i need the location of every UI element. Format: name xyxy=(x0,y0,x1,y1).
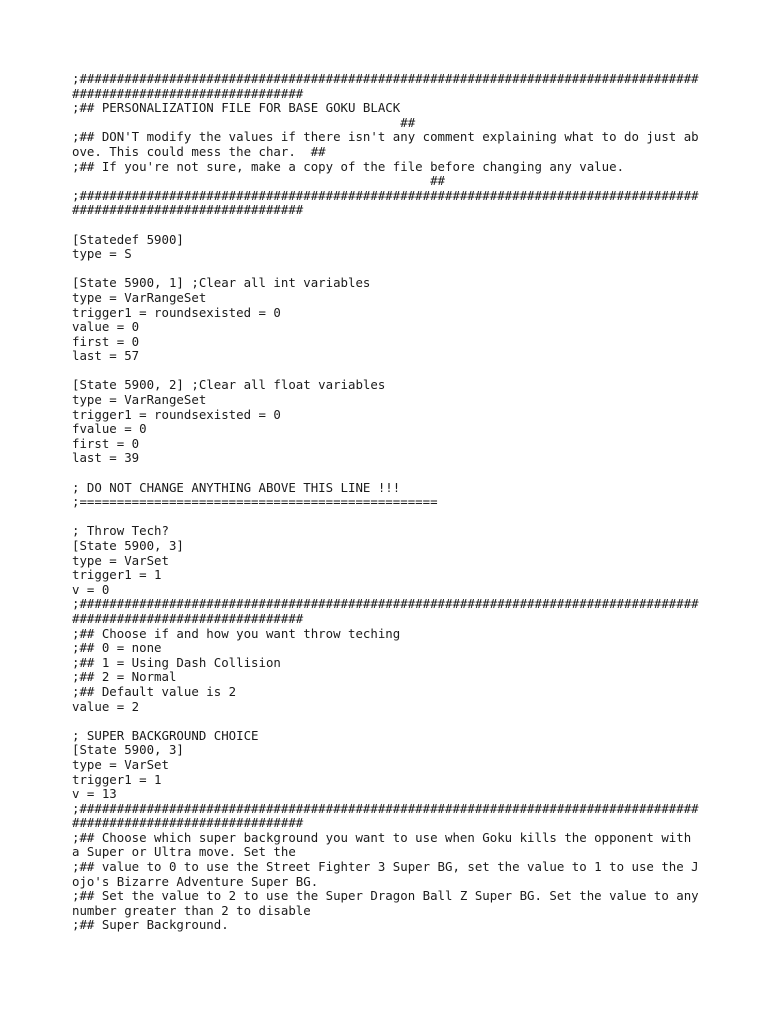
throw-tech-default: ;## Default value is 2 xyxy=(72,683,237,699)
statedef-type: type = S xyxy=(72,246,132,262)
throw-tech-type: type = VarSet xyxy=(72,552,169,568)
throw-tech-opt2: ;## 2 = Normal xyxy=(72,669,177,685)
super-bg-type: type = VarSet xyxy=(72,756,169,772)
divider-notice: ; DO NOT CHANGE ANYTHING ABOVE THIS LINE !!! xyxy=(72,479,401,495)
super-bg-var: v = 13 xyxy=(72,786,117,802)
throw-tech-var: v = 0 xyxy=(72,581,110,597)
header-backup-note: ;## If you're not sure, make a copy of the file before changing any value. xyxy=(72,158,625,174)
state1-trigger: trigger1 = roundsexisted = 0 xyxy=(72,304,281,320)
state2-fvalue: fvalue = 0 xyxy=(72,421,147,437)
super-bg-rule: ;################################################################################################################## xyxy=(72,800,699,831)
blank-line xyxy=(72,218,702,233)
header-title: ;## PERSONALIZATION FILE FOR BASE GOKU BLACK xyxy=(72,100,401,116)
super-bg-desc3: ;## Set the value to 2 to use the Super Dragon Ball Z Super BG. Set the value to any number greater than 2 to disable xyxy=(72,888,707,918)
throw-tech-value: value = 2 xyxy=(72,698,140,714)
throw-tech-desc: ;## Choose if and how you want throw teching xyxy=(72,625,401,641)
throw-tech-header: [State 5900, 3] xyxy=(72,538,184,553)
super-bg-desc4: ;## Super Background. xyxy=(72,917,229,933)
blank-line xyxy=(72,466,702,481)
divider-rule: ;================================================ xyxy=(72,494,438,510)
state1-type: type = VarRangeSet xyxy=(72,289,207,305)
throw-tech-trigger: trigger1 = 1 xyxy=(72,567,162,583)
header-backup-end: ## xyxy=(72,173,445,189)
blank-line xyxy=(72,510,702,525)
blank-line xyxy=(72,364,702,379)
super-bg-desc1: ;## Choose which super background you want to use when Goku kills the opponent with a Super or Ultra move. Set the xyxy=(72,829,699,860)
blank-line xyxy=(72,714,702,729)
header-warning: ;## DON'T modify the values if there isn't any comment explaining what to do just above. This could mess the char. ## xyxy=(72,129,699,159)
super-bg-header: [State 5900, 3] xyxy=(72,742,184,758)
header-rule-bottom: ;################################################################################################################## xyxy=(72,187,699,218)
throw-tech-opt0: ;## 0 = none xyxy=(72,640,162,656)
header-rule-top: ;################################################################################################################## xyxy=(72,71,699,101)
header-title-end: ## xyxy=(72,114,416,130)
state1-header: [State 5900, 1] ;Clear all int variables xyxy=(72,275,371,291)
throw-tech-opt1: ;## 1 = Using Dash Collision xyxy=(72,654,281,670)
state2-trigger: trigger1 = roundsexisted = 0 xyxy=(72,406,281,422)
throw-tech-rule: ;################################################################################################################## xyxy=(72,596,699,626)
super-bg-desc2: ;## value to 0 to use the Street Fighter 3 Super BG, set the value to 1 to use the Jojo's Bizarre Adventure Super BG. xyxy=(72,859,699,889)
state1-value: value = 0 xyxy=(72,319,140,335)
throw-tech-comment: ; Throw Tech? xyxy=(72,523,169,539)
super-bg-trigger: trigger1 = 1 xyxy=(72,771,162,787)
state2-type: type = VarRangeSet xyxy=(72,392,207,408)
state2-last: last = 39 xyxy=(72,450,140,466)
state2-header: [State 5900, 2] ;Clear all float variables xyxy=(72,377,386,393)
state1-last: last = 57 xyxy=(72,348,140,364)
blank-line xyxy=(72,262,702,277)
super-bg-comment: ; SUPER BACKGROUND CHOICE xyxy=(72,727,259,743)
state2-first: first = 0 xyxy=(72,435,140,451)
statedef-name: [Statedef 5900] xyxy=(72,231,184,247)
state1-first: first = 0 xyxy=(72,333,140,349)
document-page xyxy=(72,71,707,933)
